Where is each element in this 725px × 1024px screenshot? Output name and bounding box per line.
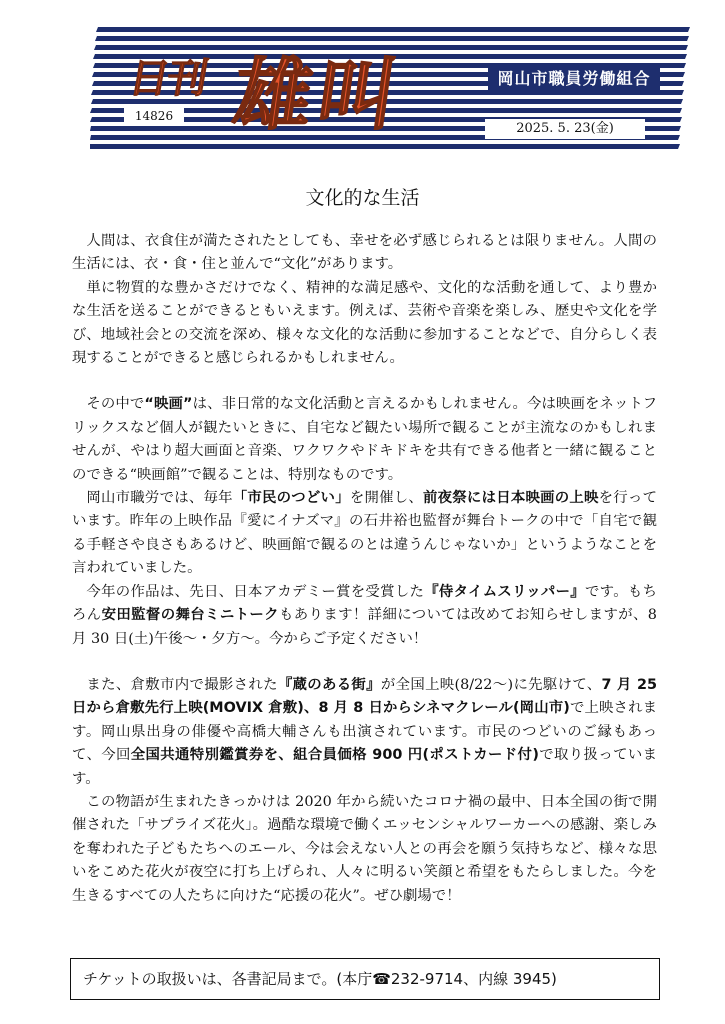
union-name: 岡山市職員労働組合 bbox=[488, 65, 660, 93]
text-span: を行っています。昨年の上映作品『愛にイナズマ』の石井裕也監督が舞台トークの中で「自宅で観る手軽さや良さもあるけど、映画館で観るのとは違うんじゃないか」というようなことを言われていました。 bbox=[72, 490, 657, 577]
article-title: 文化的な生活 bbox=[305, 187, 420, 209]
paragraph-7: この物語が生まれたきっかけは 2020 年から続いたコロナ禍の最中、日本全国の街で開催された「サプライズ花火」。過酷な環境で働くエッセンシャルワーカーへの感謝、楽しみを奪われた子どもたちへのエール、今は会えない人との再会を願う気持ちなど、様々な思いをこめた花火が夜空に打ち上げられ、人々に明るい笑顔と希望をもたらしました。今を生きるすべての人たちに向けた“応援の花火”。ぜひ劇場で！ bbox=[72, 793, 657, 904]
text-span: で上映されます。岡山県出身の俳優や高橋大輔さんも出演されています。市民のつどいのご縁もあって、今回 bbox=[72, 700, 657, 764]
highlight-ticket-price: 全国共通特別鑑賞券を、組合員価格 900 円(ポストカード付) bbox=[130, 747, 539, 764]
text-span: また、倉敷市内で撮影された bbox=[86, 676, 278, 693]
text-span: で取り扱っています。 bbox=[72, 747, 657, 787]
text-span: 今年の作品は、先日、日本アカデミー賞を受賞した bbox=[86, 583, 425, 600]
paragraph-4 bbox=[72, 487, 657, 581]
issue-date: 2025. 5. 23(金) bbox=[485, 119, 645, 139]
masthead-title-small: 日刊 bbox=[125, 56, 210, 102]
text-span: 岡山市職労では、毎年 bbox=[86, 490, 233, 507]
highlight-mini-talk: 安田監督の舞台ミニトーク bbox=[101, 607, 279, 624]
paragraph-5 bbox=[72, 581, 657, 651]
masthead bbox=[90, 27, 690, 153]
text-span: もあります！詳細については改めてお知らせしますが、8 月 30 日(土)午後～・夕方～。今からご予定ください！ bbox=[72, 607, 657, 647]
issue-number: 14826 bbox=[124, 107, 184, 125]
ticket-info-box: チケットの取扱いは、各書記局まで。(本庁☎232-9714、内線 3945) bbox=[70, 958, 660, 1000]
paragraph-3 bbox=[72, 393, 657, 487]
paragraph-6 bbox=[72, 674, 657, 791]
text-span: です。もちろん bbox=[72, 583, 657, 624]
paragraph-2: 単に物質的な豊かさだけでなく、精神的な満足感や、文化的な活動を通して、より豊かな生活を送ることができるともいえます。例えば、芸術や音楽を楽しみ、歴史や文化を学び、地域社会との交流を深め、様々な文化的な活動に参加することなどで、自分らしく表現することができると感じられるかもしれません。 bbox=[72, 279, 657, 367]
highlight-film-title: 『侍タイムスリッパー』 bbox=[424, 583, 585, 600]
paragraph-1: 人間は、衣食住が満たされたとしても、幸せを必ず感じられるとは限りません。人間の生活には、衣・食・住と並んで“文化”があります。 bbox=[72, 233, 657, 273]
text-span: を開催し、 bbox=[349, 490, 424, 507]
highlight-zenyasai: 前夜祭には日本映画の上映 bbox=[423, 490, 599, 507]
text-span: は、非日常的な文化活動と言えるかもしれません。今は映画をネットフリックスなど個人が観たいときに、自宅など観たい場所で観ることが主流なのかもしれませんが、やはり超大画面と音楽、ワクワクやドキドキを共有できる他者と一緒に観ることのできる“映画館”で観ることは、特別なものです。 bbox=[72, 396, 657, 483]
article-body bbox=[72, 230, 657, 908]
highlight-tsudoi: 「市民のつどい」 bbox=[232, 490, 350, 507]
text-span: が全国上映(8/22～)に先駆けて、 bbox=[380, 676, 602, 693]
masthead-title-big: 雄叫 bbox=[227, 51, 409, 141]
highlight-screening-dates: 7 月 25 日から倉敷先行上映(MOVIX 倉敷)、8 月 8 日からシネマクレール(岡山市) bbox=[72, 676, 657, 717]
text-span: その中で bbox=[86, 396, 145, 413]
highlight-film-title: 『蔵のある街』 bbox=[277, 676, 381, 693]
highlight-eiga: “映画” bbox=[144, 396, 193, 413]
